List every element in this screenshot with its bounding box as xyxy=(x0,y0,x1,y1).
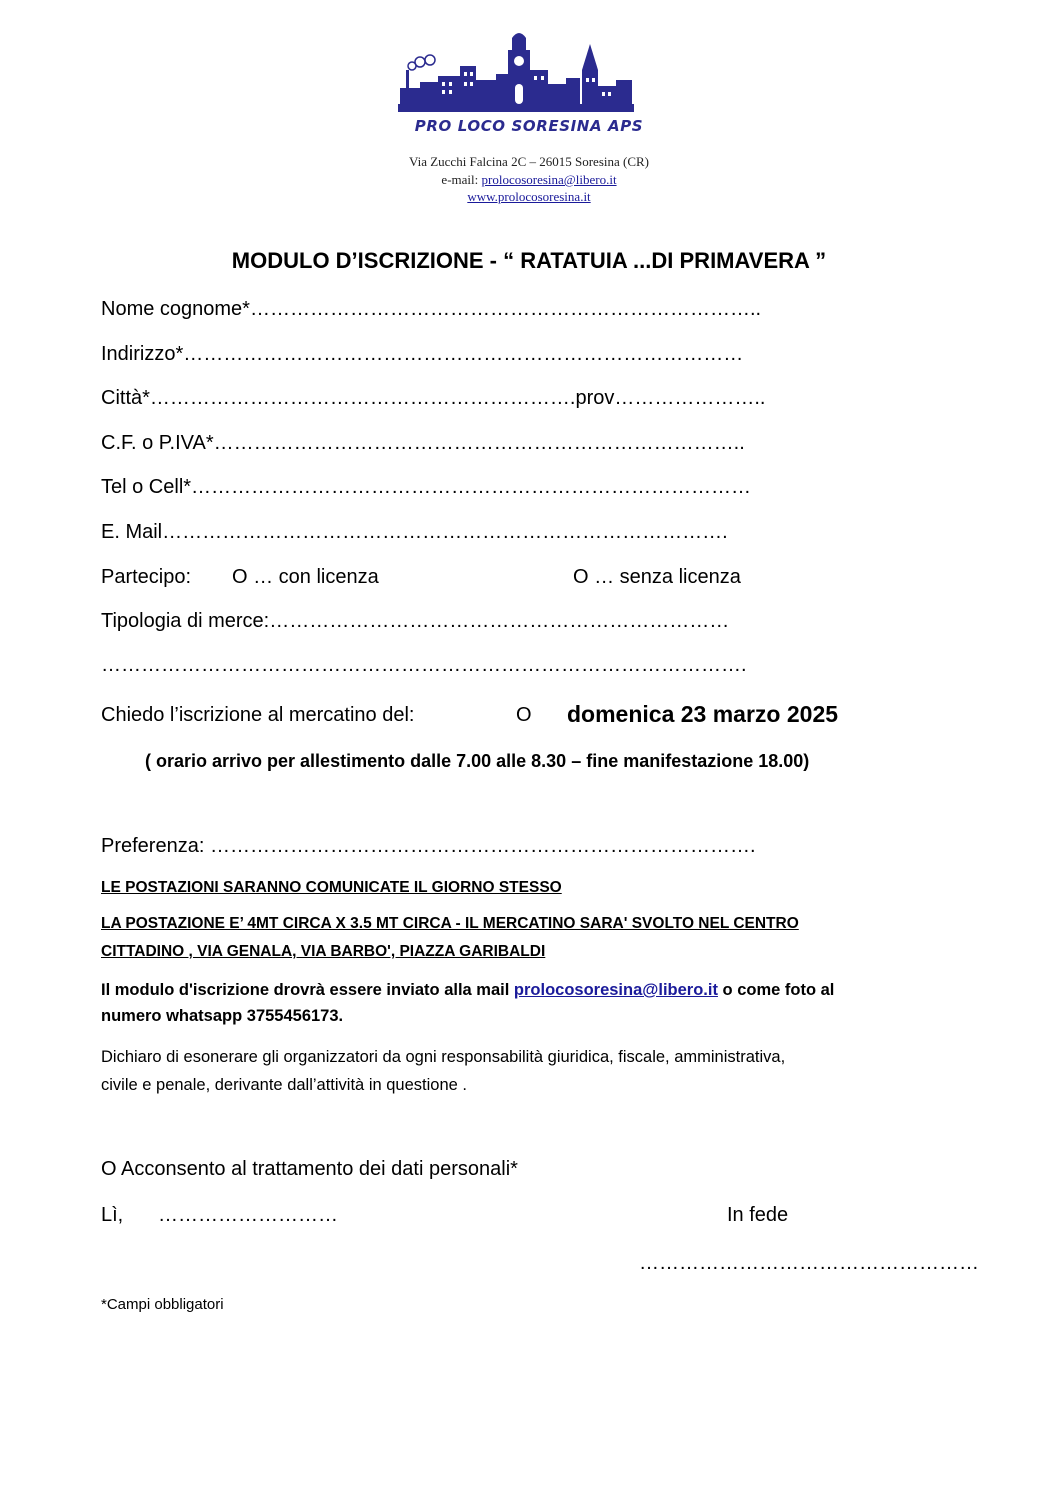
org-name: PRO LOCO SORESINA APS xyxy=(414,117,644,135)
place-dots: ……………………… xyxy=(158,1204,338,1226)
form-title: MODULO D’ISCRIZIONE - “ RATATUIA ...DI PRIMAVERA ” xyxy=(231,248,827,273)
consent-checkbox: O Acconsento al trattamento dei dati personali* xyxy=(101,1158,518,1180)
preference-field: Preferenza: ………………………………………………………………………. xyxy=(101,835,756,857)
signature-line: …………………………………………… xyxy=(639,1252,979,1274)
market-label: Chiedo l’iscrizione al mercatino del: xyxy=(101,704,415,726)
pro-loco-logo xyxy=(396,30,636,114)
send-instructions-line-1 xyxy=(101,981,834,1000)
market-date: domenica 23 marzo 2025 xyxy=(567,701,839,727)
org-address: Via Zucchi Falcina 2C – 26015 Soresina (CR) xyxy=(408,154,650,169)
station-size-line-2: CITTADINO , VIA GENALA, VIA BARBO', PIAZZA GARIBALDI xyxy=(101,943,546,960)
stations-notice: LE POSTAZIONI SARANNO COMUNICATE IL GIORNO STESSO xyxy=(101,879,562,896)
disclaimer-line-2: civile e penale, derivante dall’attività in questione . xyxy=(101,1076,467,1094)
in-fede-label: In fede xyxy=(727,1204,789,1226)
org-email-line xyxy=(329,172,729,188)
goods-type-field: Tipologia di merce:…………………………………………………………… xyxy=(101,610,730,632)
name-field: Nome cognome*………………………………………………………………….. xyxy=(101,298,762,320)
org-email-link[interactable]: prolocosoresina@libero.it xyxy=(481,172,617,187)
option-without-license: O … senza licenza xyxy=(573,566,741,588)
participate-label: Partecipo: xyxy=(101,566,192,588)
option-with-license: O … con licenza xyxy=(232,566,379,588)
address-field: Indirizzo*………………………………………………………………………… xyxy=(101,343,744,365)
place-label: Lì, xyxy=(101,1204,124,1226)
email-label: e-mail: xyxy=(441,172,482,187)
send-text-tail: o come foto al xyxy=(717,981,835,999)
disclaimer-line-1: Dichiaro di esonerare gli organizzatori da ogni responsabilità giuridica, fiscale, amministrativa, xyxy=(101,1048,786,1066)
email-field: E. Mail…………………………………………………………………………. xyxy=(101,521,728,543)
tax-id-field: C.F. o P.IVA*…………………………………………………………………….. xyxy=(101,432,745,454)
station-size-line-1: LA POSTAZIONE E’ 4MT CIRCA X 3.5 MT CIRCA - IL MERCATINO SARA' SVOLTO NEL CENTRO xyxy=(101,915,799,932)
goods-type-continuation: ……………………………………………………………………………………. xyxy=(101,654,747,676)
market-date-option: O xyxy=(516,704,532,726)
required-fields-note: *Campi obbligatori xyxy=(101,1296,224,1313)
org-website-line xyxy=(329,189,729,205)
send-instructions-line-2: numero whatsapp 3755456173. xyxy=(101,1007,344,1025)
schedule-note: ( orario arrivo per allestimento dalle 7.00 alle 8.30 – fine manifestazione 18.00) xyxy=(145,751,810,771)
city-field: Città*……………………………………………………….prov………………….. xyxy=(101,387,766,409)
org-website-link[interactable]: www.prolocosoresina.it xyxy=(467,189,591,204)
send-text: Il modulo d'iscrizione drovrà essere inviato alla mail xyxy=(101,981,514,999)
send-email-link[interactable]: prolocosoresina@libero.it xyxy=(513,981,718,999)
phone-field: Tel o Cell*………………………………………………………………………… xyxy=(101,476,752,498)
